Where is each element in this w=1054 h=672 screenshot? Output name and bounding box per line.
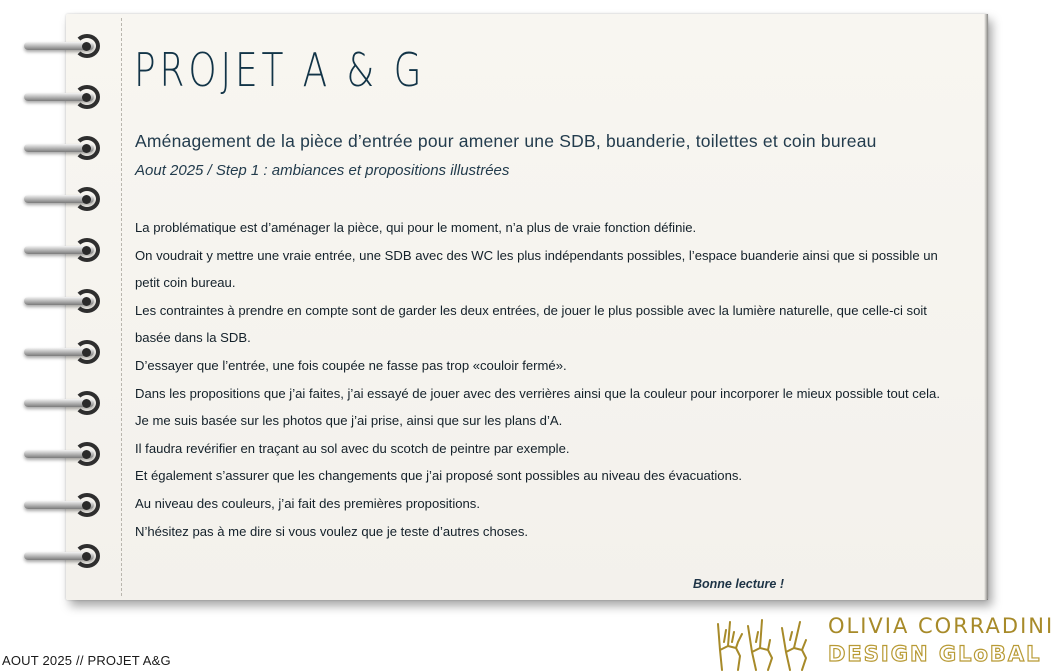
rock-hands-icon <box>716 612 822 672</box>
spiral-ring <box>18 183 108 223</box>
ring-hole <box>82 399 91 408</box>
ring-hole <box>82 552 91 561</box>
ring-hole <box>82 348 91 357</box>
ring-hole <box>82 42 91 51</box>
spiral-ring <box>18 285 108 325</box>
spiral-ring <box>18 438 108 478</box>
spiral-binding <box>18 30 108 590</box>
spiral-ring <box>18 540 108 580</box>
body-line: La problématique est d’aménager la pièce, qui pour le moment, n’a plus de vraie fonction définie. <box>135 220 697 235</box>
step-caption: Aout 2025 / Step 1 : ambiances et propositions illustrées <box>135 162 510 179</box>
ring-hole <box>82 93 91 102</box>
brand-logo <box>716 612 1054 672</box>
spiral-ring <box>18 387 108 427</box>
margin-line <box>121 18 122 596</box>
signoff-text: Bonne lecture ! <box>693 577 784 591</box>
body-line: Dans les propositions que j’ai faites, j’ai essayé de jouer avec des verrières ainsi que la couleur pour incorporer le mieux possible tout cela. <box>135 385 940 401</box>
spiral-ring <box>18 132 108 172</box>
ring-hole <box>82 297 91 306</box>
body-line: D’essayer que l’entrée, une fois coupée ne fasse pas trop «couloir fermé». <box>135 357 567 373</box>
body-line: Et également s’assurer que les changements que j’ai proposé sont possibles au niveau des évacuations. <box>135 468 743 484</box>
ring-hole <box>82 450 91 459</box>
body-line: Je me suis basée sur les photos que j’ai prise, ainsi que sur les plans d’A. <box>135 413 563 429</box>
spiral-ring <box>18 30 108 70</box>
brand-name: OLIVIA CORRADINI <box>828 614 1054 638</box>
spiral-ring <box>18 489 108 529</box>
footer-caption: AOUT 2025 // PROJET A&G <box>2 653 171 668</box>
page-title: PROJET A & G <box>134 43 426 97</box>
body-line: N’hésitez pas à me dire si vous voulez que je teste d’autres choses. <box>135 523 529 539</box>
spiral-ring <box>18 81 108 121</box>
body-line: Les contraintes à prendre en compte sont de garder les deux entrées, de jouer le plus possible avec la lumière naturelle, que celle-ci soit basée dans la SDB. <box>135 302 927 346</box>
ring-hole <box>82 195 91 204</box>
spiral-ring <box>18 234 108 274</box>
body-line: Au niveau des couleurs, j’ai fait des premières propositions. <box>135 495 480 511</box>
body-line: Il faudra revérifier en traçant au sol avec du scotch de peintre par exemple. <box>135 440 570 456</box>
ring-hole <box>82 246 91 255</box>
brand-tagline: DESIGN GLoBAL <box>828 642 1042 666</box>
spiral-ring <box>18 336 108 376</box>
ring-hole <box>82 501 91 510</box>
body-text <box>135 214 965 545</box>
page-subtitle: Aménagement de la pièce d’entrée pour amener une SDB, buanderie, toilettes et coin bureau <box>135 131 877 151</box>
body-line: On voudrait y mettre une vraie entrée, une SDB avec des WC les plus indépendants possibles, l’espace buanderie ainsi que si possible un petit coin bureau. <box>135 247 938 291</box>
ring-hole <box>82 144 91 153</box>
